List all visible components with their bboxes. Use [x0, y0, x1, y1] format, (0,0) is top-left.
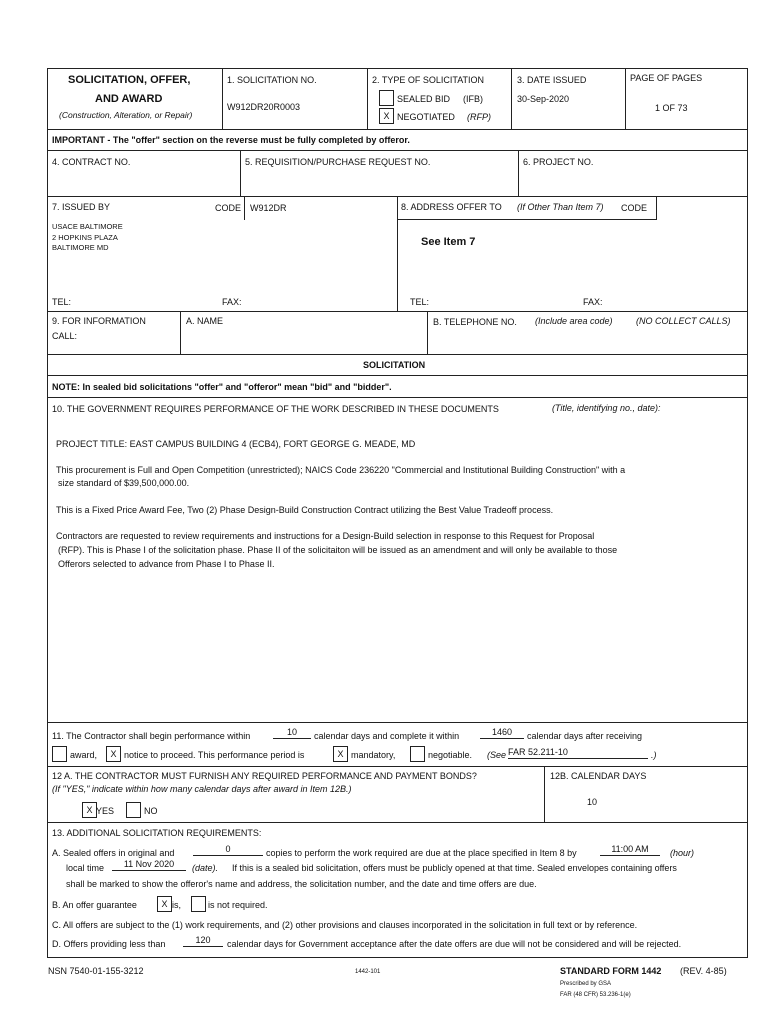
item10-note: (Title, identifying no., date):	[552, 403, 661, 413]
item13a-text2: copies to perform the work required are due at the place specified in Item 8 by	[266, 848, 577, 858]
solicitation-heading: SOLICITATION	[363, 360, 426, 370]
due-time-field[interactable]: 11:00 AM	[600, 844, 660, 856]
sealed-bid-checkbox[interactable]	[379, 90, 394, 106]
info-label-line2: CALL:	[52, 331, 78, 341]
item13a-text3: If this is a sealed bid solicitation, offers must be publicly opened at that time. Sealed envelopes containing offers	[232, 863, 677, 873]
issued-fax-label: FAX:	[222, 297, 242, 307]
divider	[518, 150, 519, 197]
item12a-label: 12 A. THE CONTRACTOR MUST FURNISH ANY REQUIRED PERFORMANCE AND PAYMENT BONDS?	[52, 771, 477, 781]
item13c-text: C. All offers are subject to the (1) work requirements, and (2) other provisions and clauses incorporated in the solicitation in full text or by reference.	[52, 920, 638, 930]
important-notice: IMPORTANT - The "offer" section on the reverse must be fully completed by offeror.	[52, 135, 410, 145]
award-label: award,	[70, 750, 98, 760]
sealed-bid-note: NOTE: In sealed bid solicitations "offer" and "offeror" mean "bid" and "bidder".	[52, 382, 392, 392]
date-label: (date).	[192, 863, 219, 873]
see-item-7: See Item 7	[421, 236, 476, 248]
bonds-yes-checkbox[interactable]: X	[82, 802, 97, 818]
issued-code-label: CODE	[215, 203, 242, 213]
issued-tel-label: TEL:	[52, 297, 72, 307]
acceptance-days-field[interactable]: 120	[183, 935, 223, 947]
issued-address-line3: BALTIMORE MD	[52, 243, 109, 252]
item12b-value[interactable]: 10	[587, 797, 598, 807]
item10-paragraph1-line1: This procurement is Full and Open Competition (unrestricted); NAICS Code 236220 "Commercial and Institutional Building Construction" with a	[56, 465, 626, 475]
date-issued-label: 3. DATE ISSUED	[517, 75, 587, 85]
item13b-text: B. An offer guarantee	[52, 900, 137, 910]
date-issued-value[interactable]: 30-Sep-2020	[517, 94, 570, 104]
info-phone-label: B. TELEPHONE NO.	[433, 317, 517, 327]
item10-paragraph3-line1: Contractors are requested to review requirements and instructions for a Design-Build selection in response to this Request for Proposal	[56, 531, 595, 541]
form-subtitle: (Construction, Alteration, or Repair)	[59, 110, 193, 120]
negotiable-label: negotiable.	[428, 750, 473, 760]
divider	[47, 397, 747, 398]
item13-label: 13. ADDITIONAL SOLICITATION REQUIREMENTS:	[52, 828, 262, 838]
info-label-line1: 9. FOR INFORMATION	[52, 316, 146, 326]
divider	[397, 196, 398, 312]
divider	[397, 219, 656, 220]
solicitation-no-value[interactable]: W912DR20R0003	[227, 102, 301, 112]
negotiable-checkbox[interactable]	[410, 746, 425, 762]
form-code: 1442-101	[355, 969, 381, 975]
project-title: PROJECT TITLE: EAST CAMPUS BUILDING 4 (ECB4), FORT GEORGE G. MEADE, MD	[56, 439, 416, 449]
issued-address-line2: 2 HOPKINS PLAZA	[52, 233, 118, 242]
guarantee-is-label: is,	[172, 900, 181, 910]
item13a-text4: shall be marked to show the offeror's name and address, the solicitation number, and the date and time offers are due.	[66, 879, 537, 889]
address-offer-to-label: 8. ADDRESS OFFER TO	[401, 202, 502, 212]
address-offer-note: (If Other Than Item 7)	[517, 202, 604, 212]
divider	[222, 68, 223, 130]
divider	[544, 766, 545, 823]
divider	[47, 822, 747, 823]
info-area-code-note: (Include area code)	[535, 316, 613, 326]
form-revision: (REV. 4-85)	[680, 966, 727, 976]
page-of-pages-label: PAGE OF PAGES	[630, 73, 703, 83]
form-title-line1: SOLICITATION, OFFER,	[68, 74, 191, 86]
nsn-number: NSN 7540-01-155-3212	[48, 966, 144, 976]
item11-text-a: 11. The Contractor shall begin performance within	[52, 731, 251, 741]
begin-days-field[interactable]: 10	[273, 727, 311, 739]
divider	[47, 766, 747, 767]
award-checkbox[interactable]	[52, 746, 67, 762]
issued-code-value[interactable]: W912DR	[250, 203, 287, 213]
complete-days-field[interactable]: 1460	[480, 727, 524, 739]
item11-text-b: calendar days and complete it within	[314, 731, 460, 741]
far-citation: FAR (48 CFR) 53.236-1(e)	[560, 992, 631, 998]
divider	[47, 375, 747, 376]
ifb-label: (IFB)	[463, 94, 483, 104]
item12a-note: (If "YES," indicate within how many calendar days after award in Item 12B.)	[52, 784, 352, 794]
far-reference-field[interactable]: FAR 52.211-10	[508, 747, 648, 759]
negotiated-checkbox[interactable]: X	[379, 108, 394, 124]
ntp-checkbox[interactable]: X	[106, 746, 121, 762]
see-label: (See	[487, 750, 507, 760]
divider	[511, 68, 512, 130]
hour-label: (hour)	[670, 848, 695, 858]
requisition-no-label: 5. REQUISITION/PURCHASE REQUEST NO.	[245, 157, 431, 167]
item10-paragraph2: This is a Fixed Price Award Fee, Two (2) Phase Design-Build Construction Contract utilizing the Best Value Tradeoff process.	[56, 505, 554, 515]
divider	[625, 68, 626, 130]
mandatory-checkbox[interactable]: X	[333, 746, 348, 762]
contract-no-label: 4. CONTRACT NO.	[52, 157, 131, 167]
due-date-field[interactable]: 11 Nov 2020	[112, 859, 186, 871]
info-name-label: A. NAME	[186, 316, 224, 326]
project-no-label: 6. PROJECT NO.	[523, 157, 594, 167]
rfp-label: (RFP)	[467, 112, 491, 122]
divider	[180, 311, 181, 355]
divider	[367, 68, 368, 130]
sealed-bid-label: SEALED BID	[397, 94, 451, 104]
item10-paragraph3-line3: Offerors selected to advance from Phase I to Phase II.	[58, 559, 275, 569]
offer-tel-label: TEL:	[410, 297, 430, 307]
issued-address-line1: USACE BALTIMORE	[52, 222, 123, 231]
divider	[427, 311, 428, 355]
form-title-line2: AND AWARD	[95, 93, 163, 105]
item13d-text1: D. Offers providing less than	[52, 939, 166, 949]
item13d-text2: calendar days for Government acceptance after the date offers are due will not be considered and will be rejected.	[227, 939, 682, 949]
solicitation-no-label: 1. SOLICITATION NO.	[227, 75, 317, 85]
copies-field[interactable]: 0	[193, 844, 263, 856]
offer-code-label: CODE	[621, 203, 648, 213]
offer-fax-label: FAX:	[583, 297, 603, 307]
negotiated-label: NEGOTIATED	[397, 112, 455, 122]
guarantee-not-label: is not required.	[208, 900, 268, 910]
item13a-text1: A. Sealed offers in original and	[52, 848, 175, 858]
item10-paragraph3-line2: (RFP). This is Phase I of the solicitation phase. Phase II of the solicitaiton will be issued as an amendment and will only be available to those	[58, 545, 618, 555]
item11-end: .)	[651, 750, 657, 760]
standard-form-title: STANDARD FORM 1442	[560, 966, 662, 976]
item10-label: 10. THE GOVERNMENT REQUIRES PERFORMANCE OF THE WORK DESCRIBED IN THESE DOCUMENTS	[52, 404, 499, 414]
item11-text-c: calendar days after receiving	[527, 731, 643, 741]
bonds-no-checkbox[interactable]	[126, 802, 141, 818]
divider	[656, 196, 657, 220]
divider	[47, 354, 747, 355]
divider	[47, 722, 747, 723]
ntp-label: notice to proceed. This performance period is	[124, 750, 305, 760]
divider	[240, 150, 241, 197]
bonds-no-label: NO	[144, 806, 158, 816]
prescribed-by: Prescribed by GSA	[560, 981, 612, 987]
item10-paragraph1-line2: size standard of $39,500,000.00.	[58, 478, 190, 488]
item12b-label: 12B. CALENDAR DAYS	[550, 771, 647, 781]
divider	[47, 129, 747, 130]
bonds-yes-label: YES	[96, 806, 115, 816]
solicitation-type-label: 2. TYPE OF SOLICITATION	[372, 75, 485, 85]
guarantee-is-checkbox[interactable]: X	[157, 896, 172, 912]
page-of-pages-value: 1 OF 73	[655, 103, 688, 113]
divider	[47, 150, 747, 151]
info-no-collect-note: (NO COLLECT CALLS)	[636, 316, 731, 326]
issued-by-label: 7. ISSUED BY	[52, 202, 111, 212]
mandatory-label: mandatory,	[351, 750, 396, 760]
local-time-label: local time	[66, 863, 105, 873]
divider	[244, 196, 245, 220]
guarantee-not-checkbox[interactable]	[191, 896, 206, 912]
